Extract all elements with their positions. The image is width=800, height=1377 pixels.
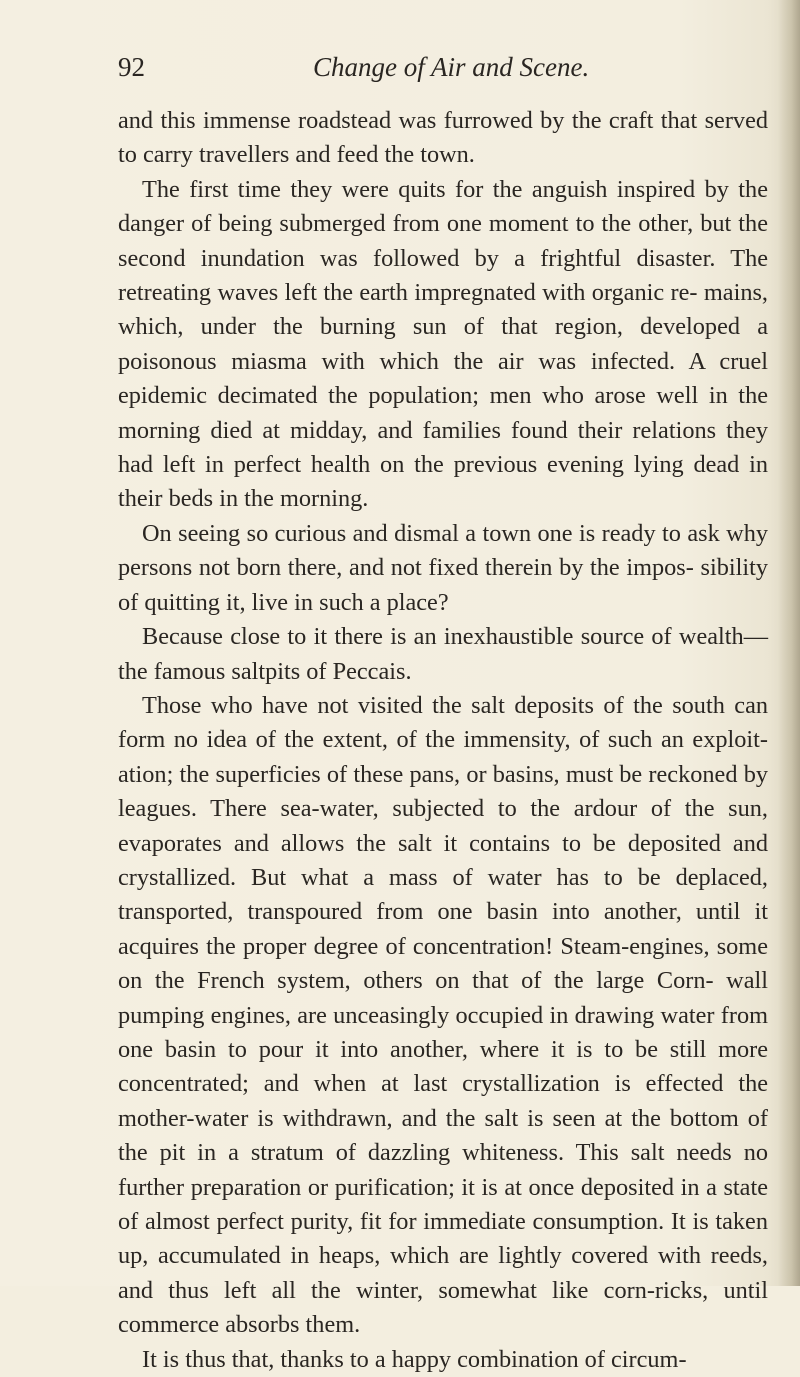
page-edge-shadow bbox=[778, 0, 800, 1286]
page-number: 92 bbox=[118, 52, 145, 82]
paragraph-saltpits: Because close to it there is an inexhaustible source of wealth—the famous saltpits of Peccais. bbox=[118, 623, 768, 685]
paragraph-continuation: and this immense roadstead was furrowed by the craft that served to carry travellers and feed the town. bbox=[118, 107, 768, 169]
paragraph-inundation: The first time they were quits for the anguish inspired by the danger of being submerged from one moment to the other, but the second inundation was followed by a frightful disaster. The retreating waves left the earth impregnated with organic re- mains, which, under the burning sun of that region, developed a poisonous miasma with which the air was infected. A cruel epidemic decimated the population; men who arose well in the morning died at midday, and families found their relations they had left in perfect health on the previous evening lying dead in their beds in the morning. bbox=[118, 175, 768, 513]
paragraph-salt-deposits: Those who have not visited the salt deposits of the south can form no idea of the extent, of the immensity, of such an exploit- ation; the superficies of these pans, or basins, must be reckoned by leagues. There sea-water, subjected to the ardour of the sun, evaporates and allows the salt it contains to be deposited and crystallized. But what a mass of water has to be deplaced, transported, transpoured from one basin into another, until it acquires the proper degree of concentration! Steam-engines, some on the French system, others on that of the large Corn- wall pumping engines, are unceasingly occupied in drawing water from one basin to pour it into another, where it is to be still more concentrated; and when at last crystallization is effected the mother-water is withdrawn, and the salt is seen at the bottom of the pit in a stratum of dazzling whiteness. This salt needs no further preparation or purification; it is at once deposited in a state of almost perfect purity, fit for immediate consumption. It is taken up, accumulated in heaps, which are lightly covered with reeds, and thus left all the winter, somewhat like corn-ricks, until commerce absorbs them. bbox=[118, 691, 768, 1339]
paragraph-question: On seeing so curious and dismal a town one is ready to ask why persons not born there, and not fixed therein by the impos- sibility of quitting it, live in such a place? bbox=[118, 519, 768, 616]
running-title: Change of Air and Scene. bbox=[313, 52, 590, 82]
paragraph-combination: It is thus that, thanks to a happy combination of circum- bbox=[142, 1345, 687, 1373]
running-head bbox=[118, 52, 798, 92]
body-text bbox=[118, 104, 768, 1377]
